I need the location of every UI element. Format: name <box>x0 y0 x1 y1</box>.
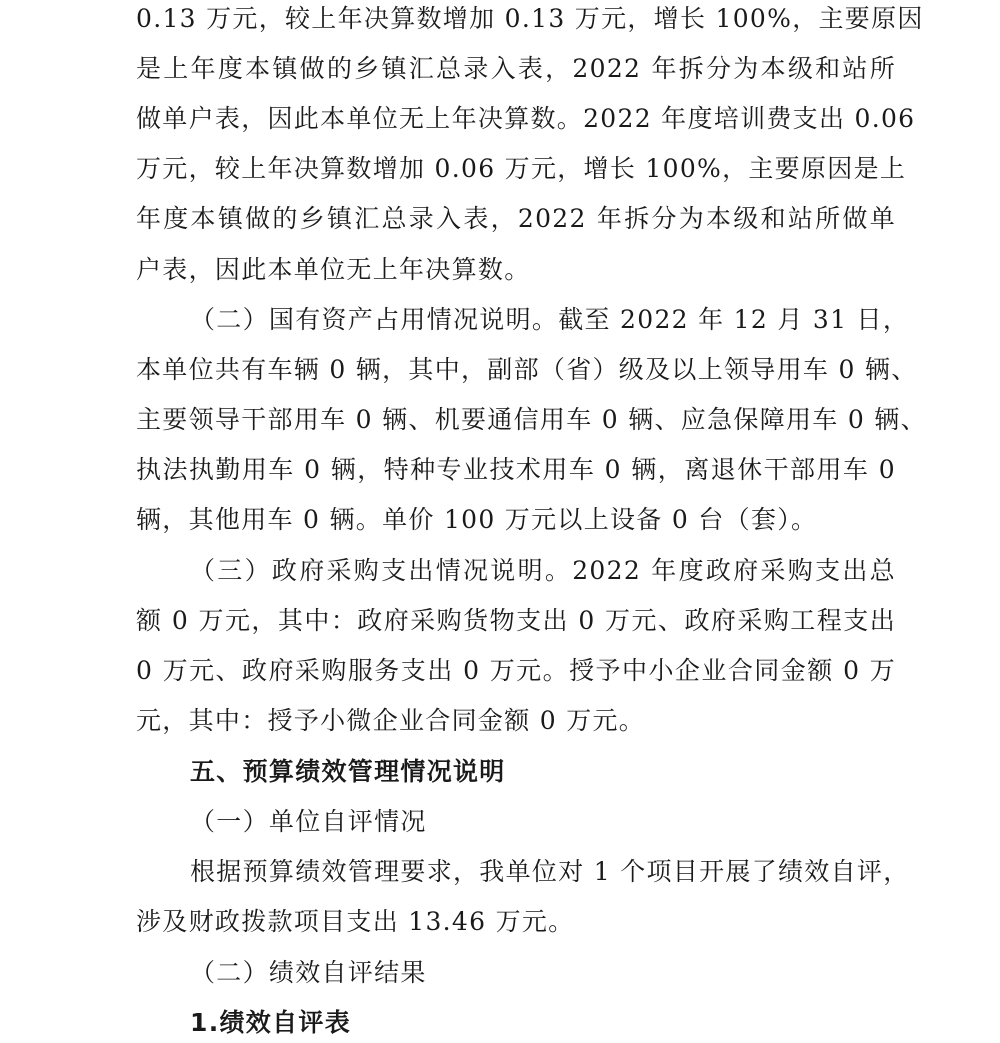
paragraph-line-5: 年度本镇做的乡镇汇总录入表，2022 年拆分为本级和站所做单 <box>136 204 896 233</box>
paragraph-line-1: 0.13 万元，较上年决算数增加 0.13 万元，增长 100%，主要原因 <box>136 4 924 33</box>
paragraph-line-2: 是上年度本镇做的乡镇汇总录入表，2022 年拆分为本级和站所 <box>136 54 896 83</box>
self-evaluation-paragraph-line-2: 涉及财政拨款项目支出 13.46 万元。 <box>136 907 575 936</box>
paragraph-line-4: 万元，较上年决算数增加 0.06 万元，增长 100%，主要原因是上 <box>136 154 907 183</box>
asset-paragraph-line-5: 辆，其他用车 0 辆。单价 100 万元以上设备 0 台（套）。 <box>136 505 818 534</box>
asset-section-heading-line: （二）国有资产占用情况说明。截至 2022 年 12 月 31 日， <box>190 305 910 334</box>
evaluation-table-heading: 1.绩效自评表 <box>190 1008 351 1037</box>
paragraph-line-6: 户表，因此本单位无上年决算数。 <box>136 255 531 284</box>
paragraph-line-3: 做单户表，因此本单位无上年决算数。2022 年度培训费支出 0.06 <box>136 104 916 133</box>
procurement-paragraph-line-4: 元，其中：授予小微企业合同金额 0 万元。 <box>136 706 646 735</box>
self-evaluation-paragraph-line-1: 根据预算绩效管理要求，我单位对 1 个项目开展了绩效自评， <box>190 857 910 886</box>
asset-paragraph-line-4: 执法执勤用车 0 辆，特种专业技术用车 0 辆，离退休干部用车 0 <box>136 455 896 484</box>
subsection-results-heading: （二）绩效自评结果 <box>190 958 427 987</box>
procurement-paragraph-line-3: 0 万元、政府采购服务支出 0 万元。授予中小企业合同金额 0 万 <box>136 656 896 685</box>
procurement-section-heading-line: （三）政府采购支出情况说明。2022 年度政府采购支出总 <box>190 556 896 585</box>
asset-paragraph-line-3: 主要领导干部用车 0 辆、机要通信用车 0 辆、应急保障用车 0 辆、 <box>136 405 927 434</box>
asset-paragraph-line-2: 本单位共有车辆 0 辆，其中，副部（省）级及以上领导用车 0 辆、 <box>136 355 918 384</box>
subsection-self-evaluation-heading: （一）单位自评情况 <box>190 807 427 836</box>
section-five-heading: 五、预算绩效管理情况说明 <box>190 757 506 786</box>
procurement-paragraph-line-2: 额 0 万元，其中：政府采购货物支出 0 万元、政府采购工程支出 <box>136 606 896 635</box>
